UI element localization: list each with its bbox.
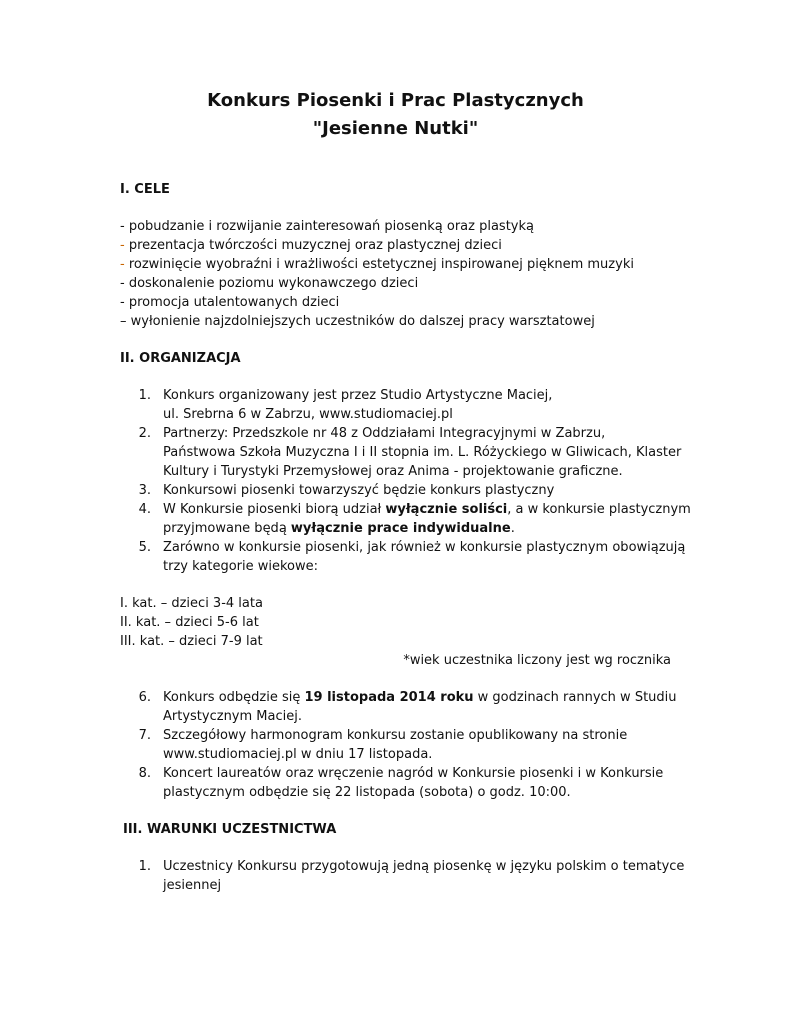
list-item-text: Szczegółowy harmonogram konkursu zostanie opublikowany na stronie (163, 728, 628, 743)
age-category: I. kat. – dzieci 3-4 lata (120, 596, 263, 611)
section-heading-organizacja: II. ORGANIZACJA (120, 351, 241, 366)
list-item-text: Kultury i Turystyki Przemysłowej oraz Anima - projektowanie graficzne. (163, 464, 623, 479)
list-number: 2. (138, 426, 151, 441)
goal-item: - promocja utalentowanych dzieci (120, 295, 340, 310)
list-item-text: Partnerzy: Przedszkole nr 48 z Oddziałami Integracyjnymi w Zabrzu, (163, 426, 606, 441)
list-number: 1. (138, 388, 151, 403)
list-item-text: plastycznym odbędzie się 22 listopada (sobota) o godz. 10:00. (163, 785, 571, 800)
list-item-text: trzy kategorie wiekowe: (163, 559, 319, 574)
goal-item: - pobudzanie i rozwijanie zainteresowań piosenką oraz plastyką (120, 219, 534, 234)
bold-emphasis: wyłącznie soliści (385, 502, 508, 517)
age-note: *wiek uczestnika liczony jest wg rocznika (403, 653, 671, 668)
list-number: 6. (138, 690, 151, 705)
list-item-text: W Konkursie piosenki biorą udział wyłącznie soliści, a w konkursie plastycznym (163, 502, 691, 517)
list-number: 3. (138, 483, 151, 498)
list-number: 8. (138, 766, 151, 781)
section-heading-warunki: III. WARUNKI UCZESTNICTWA (123, 822, 337, 837)
list-number: 7. (138, 728, 151, 743)
list-item-text: Zarówno w konkursie piosenki, jak również w konkursie plastycznym obowiązują (163, 540, 686, 555)
age-category: III. kat. – dzieci 7-9 lat (120, 634, 263, 649)
bold-emphasis: 19 listopada 2014 roku (304, 690, 474, 705)
dash-marker: - (120, 238, 129, 253)
list-item-text: Konkursowi piosenki towarzyszyć będzie konkurs plastyczny (163, 483, 555, 498)
list-item-text: jesiennej (163, 878, 222, 893)
list-item-text: Konkurs odbędzie się 19 listopada 2014 roku w godzinach rannych w Studiu (163, 690, 677, 705)
goal-item: - prezentacja twórczości muzycznej oraz plastycznej dzieci (120, 238, 502, 253)
list-item-text: ul. Srebrna 6 w Zabrzu, www.studiomaciej.pl (163, 407, 453, 422)
list-item-text: przyjmowane będą wyłącznie prace indywidualne. (163, 521, 515, 536)
list-number: 4. (138, 502, 151, 517)
list-number: 5. (138, 540, 151, 555)
goal-item: - rozwinięcie wyobraźni i wrażliwości estetycznej inspirowanej pięknem muzyki (120, 257, 634, 272)
list-item-text: Koncert laureatów oraz wręczenie nagród w Konkursie piosenki i w Konkursie (163, 766, 664, 781)
age-category: II. kat. – dzieci 5-6 lat (120, 615, 259, 630)
goal-item: - doskonalenie poziomu wykonawczego dzieci (120, 276, 419, 291)
list-item-text: Konkurs organizowany jest przez Studio Artystyczne Maciej, (163, 388, 553, 403)
section-heading-cele: I. CELE (120, 182, 170, 197)
goal-item: – wyłonienie najzdolniejszych uczestników do dalszej pracy warsztatowej (120, 314, 595, 329)
list-number: 1. (138, 859, 151, 874)
list-item-text: Artystycznym Maciej. (163, 709, 302, 724)
bold-emphasis: wyłącznie prace indywidualne (290, 521, 511, 536)
document-title-line2: "Jesienne Nutki" (312, 118, 479, 139)
list-item-text: Uczestnicy Konkursu przygotowują jedną piosenkę w języku polskim o tematyce (163, 859, 685, 874)
document-title-line1: Konkurs Piosenki i Prac Plastycznych (207, 90, 584, 111)
dash-marker: - (120, 257, 129, 272)
list-item-text: www.studiomaciej.pl w dniu 17 listopada. (163, 747, 433, 762)
list-item-text: Państwowa Szkoła Muzyczna I i II stopnia im. L. Różyckiego w Gliwicach, Klaster (163, 445, 682, 460)
